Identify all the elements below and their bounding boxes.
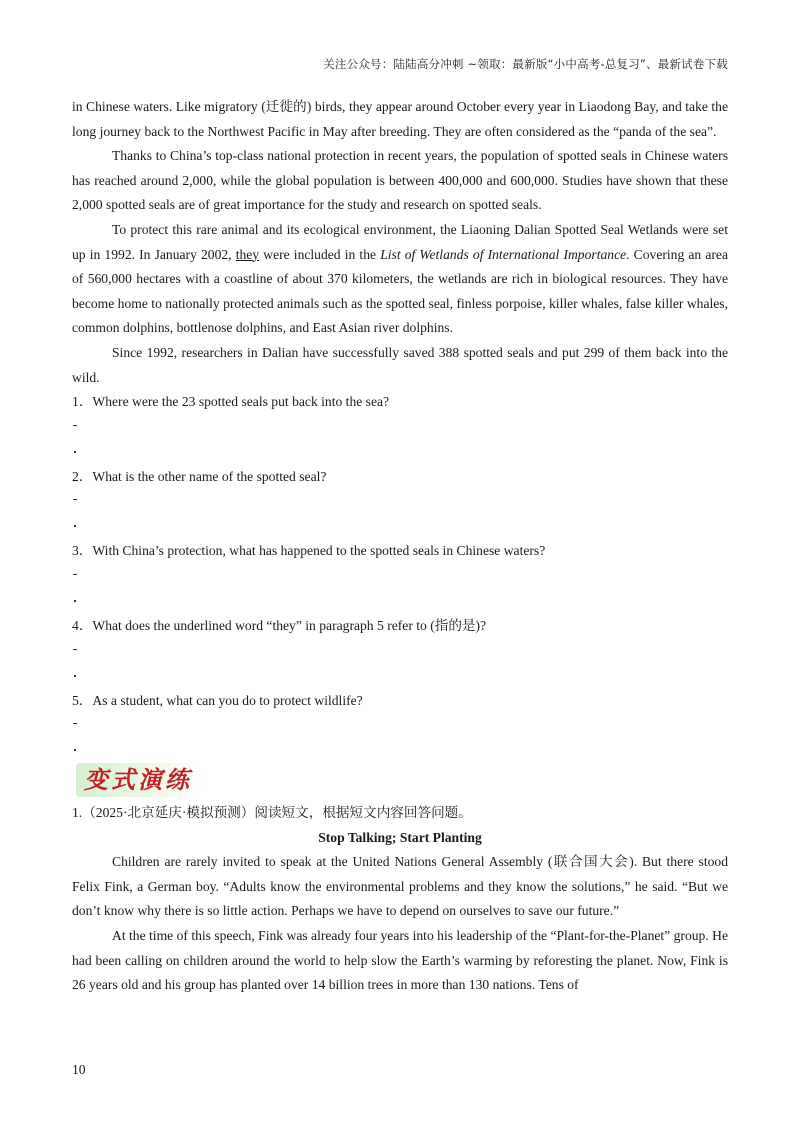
question-3: 3．With China’s protection, what has happened to the spotted seals in Chinese waters? <box>72 543 546 559</box>
exercise-source: 1.（2025·北京延庆·模拟预测）阅读短文，根据短文内容回答问题。 <box>72 805 472 821</box>
underlined-word-they: they <box>235 246 260 262</box>
page-header: 关注公众号：陆陆高分冲刺 ~领取：最新版“小中高考-总复习”、最新试卷下载 <box>323 57 728 71</box>
page-content <box>72 95 728 998</box>
paragraph-3-part-a: To protect this rare animal and its ecological environment, the Liaoning Dalian Spotted Seal Wetlands were set up in 1992. In January 2002, <box>72 221 728 262</box>
list-title-italic: List of Wetlands of International Importance <box>380 246 627 262</box>
question-5: 5．As a student, what can you do to protect wildlife? <box>72 692 363 708</box>
exercise-title: Stop Talking; Start Planting <box>318 829 482 845</box>
question-1: 1．Where were the 23 spotted seals put back into the sea? <box>72 394 390 410</box>
exercise-paragraph-1: Children are rarely invited to speak at the United Nations General Assembly (联合国大会). But there stood Felix Fink, a German boy. “Adults know the environmental problems and they know the solutions,” he said. “But we don’t know why there is so little action. Perhaps we have to depend on ourselves to save our future.” <box>72 854 728 919</box>
passage-paragraph-3 <box>72 218 728 341</box>
page-number: 10 <box>72 1062 86 1077</box>
question-4: 4．What does the underlined word “they” in paragraph 5 refer to (指的是)? <box>72 617 487 633</box>
section-banner <box>76 763 206 797</box>
answer-blank-4[interactable] <box>72 639 728 689</box>
passage-paragraph-2: Thanks to China’s top-class national protection in recent years, the population of spotted seals in Chinese waters has reached around 2,000, while the global population is between 400,000 and 600,000. Studies have shown that these 2,000 spotted seals are of great importance for the study and research on spotted seals. <box>72 148 728 213</box>
answer-blank-2[interactable] <box>72 489 728 539</box>
banner-text: 变式演练 <box>84 765 192 795</box>
question-2: 2．What is the other name of the spotted seal? <box>72 468 327 484</box>
exercise-paragraph-2: At the time of this speech, Fink was already four years into his leadership of the “Plant-for-the-Planet” group. He had been calling on children around the world to help slow the Earth’s warming by reforesting the planet. Now, Fink is 26 years old and his group has planted over 14 billion trees in more than 130 nations. Tens of <box>72 928 728 993</box>
passage-paragraph-1: in Chinese waters. Like migratory (迁徙的) birds, they appear around October every year in Liaodong Bay, and take the long journey back to the Northwest Pacific in May after breeding. They are often considered as the “panda of the sea”. <box>72 99 728 139</box>
answer-blank-3[interactable] <box>72 564 728 614</box>
paragraph-3-part-b: were included in the <box>259 246 381 262</box>
answer-blank-5[interactable] <box>72 713 728 753</box>
paragraph-3-part-c: . Covering an area of 560,000 hectares with a coastline of about 370 kilometers, the wetlands are rich in biological resources. They have become home to nationally protected animals such as the spotted seal, finless porpoise, killer whales, false killer whales, common dolphins, bottlenose dolphins, and East Asian river dolphins. <box>72 246 728 336</box>
passage-paragraph-4: Since 1992, researchers in Dalian have successfully saved 388 spotted seals and put 299 of them back into the wild. <box>72 344 728 385</box>
answer-blank-1[interactable] <box>72 415 728 465</box>
